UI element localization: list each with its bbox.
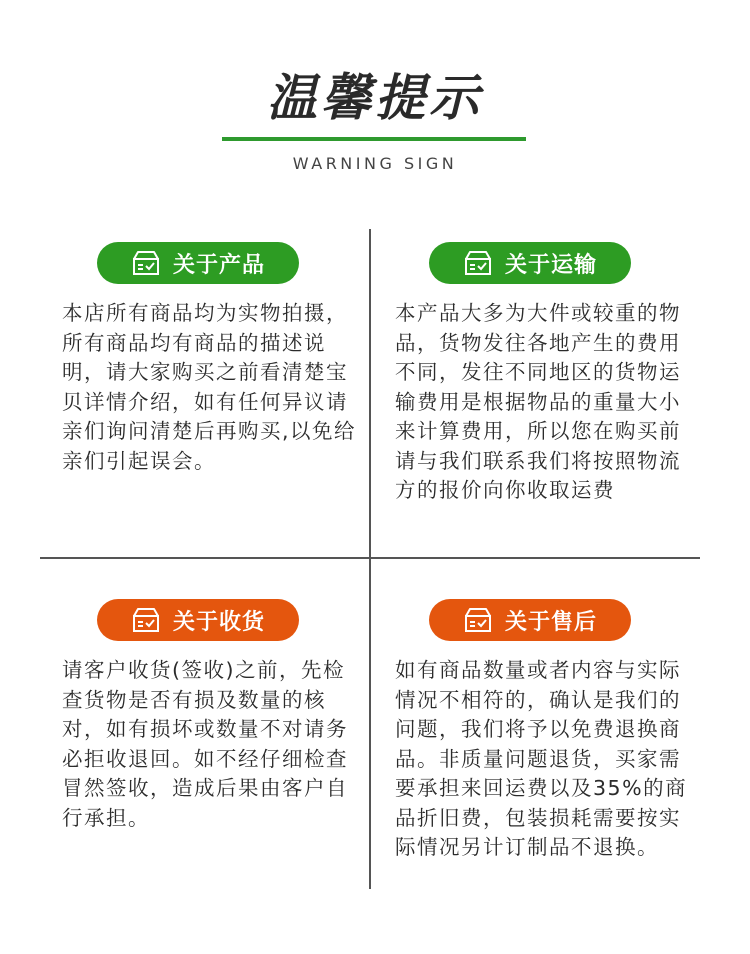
title-underline [222, 137, 526, 141]
badge-product [97, 242, 299, 284]
box-check-icon [463, 250, 493, 276]
horizontal-divider [40, 557, 700, 559]
badge-receiving [97, 599, 299, 641]
page-title: 温馨提示 [267, 69, 483, 127]
box-check-icon [131, 607, 161, 633]
box-check-icon [463, 607, 493, 633]
badge-label: 关于运输 [504, 252, 597, 278]
section-text-receiving: 请客户收货(签收)之前，先检查货物是否有损及数量的核对，如有损坏或数量不对请务必拒收退回。如不经仔细检查冒然签收，造成后果由客户自行承担。 [62, 658, 348, 830]
section-text-shipping: 本产品大多为大件或较重的物品，货物发往各地产生的费用不同，发往不同地区的货物运输费用是根据物品的重量大小来计算费用，所以您在购买前请与我们联系我们将按照物流方的报价向你收取运费 [395, 301, 681, 502]
section-text-after-sales: 如有商品数量或者内容与实际情况不相符的，确认是我们的问题，我们将予以免费退换商品。非质量问题退货，买家需要承担来回运费以及35%的商品折旧费，包装损耗需要按实际情况另计订制品不退换。 [395, 658, 688, 859]
vertical-divider [369, 229, 371, 889]
badge-after-sales [429, 599, 631, 641]
badge-shipping [429, 242, 631, 284]
badge-label: 关于收货 [172, 609, 265, 635]
badge-label: 关于产品 [172, 252, 265, 278]
badge-label: 关于售后 [504, 609, 597, 635]
page-subtitle: WARNING SIGN [292, 154, 458, 173]
box-check-icon [131, 250, 161, 276]
section-text-product: 本店所有商品均为实物拍摄，所有商品均有商品的描述说明，请大家购买之前看清楚宝贝详情介绍，如有任何异议请亲们询问清楚后再购买,以免给亲们引起误会。 [62, 301, 357, 473]
